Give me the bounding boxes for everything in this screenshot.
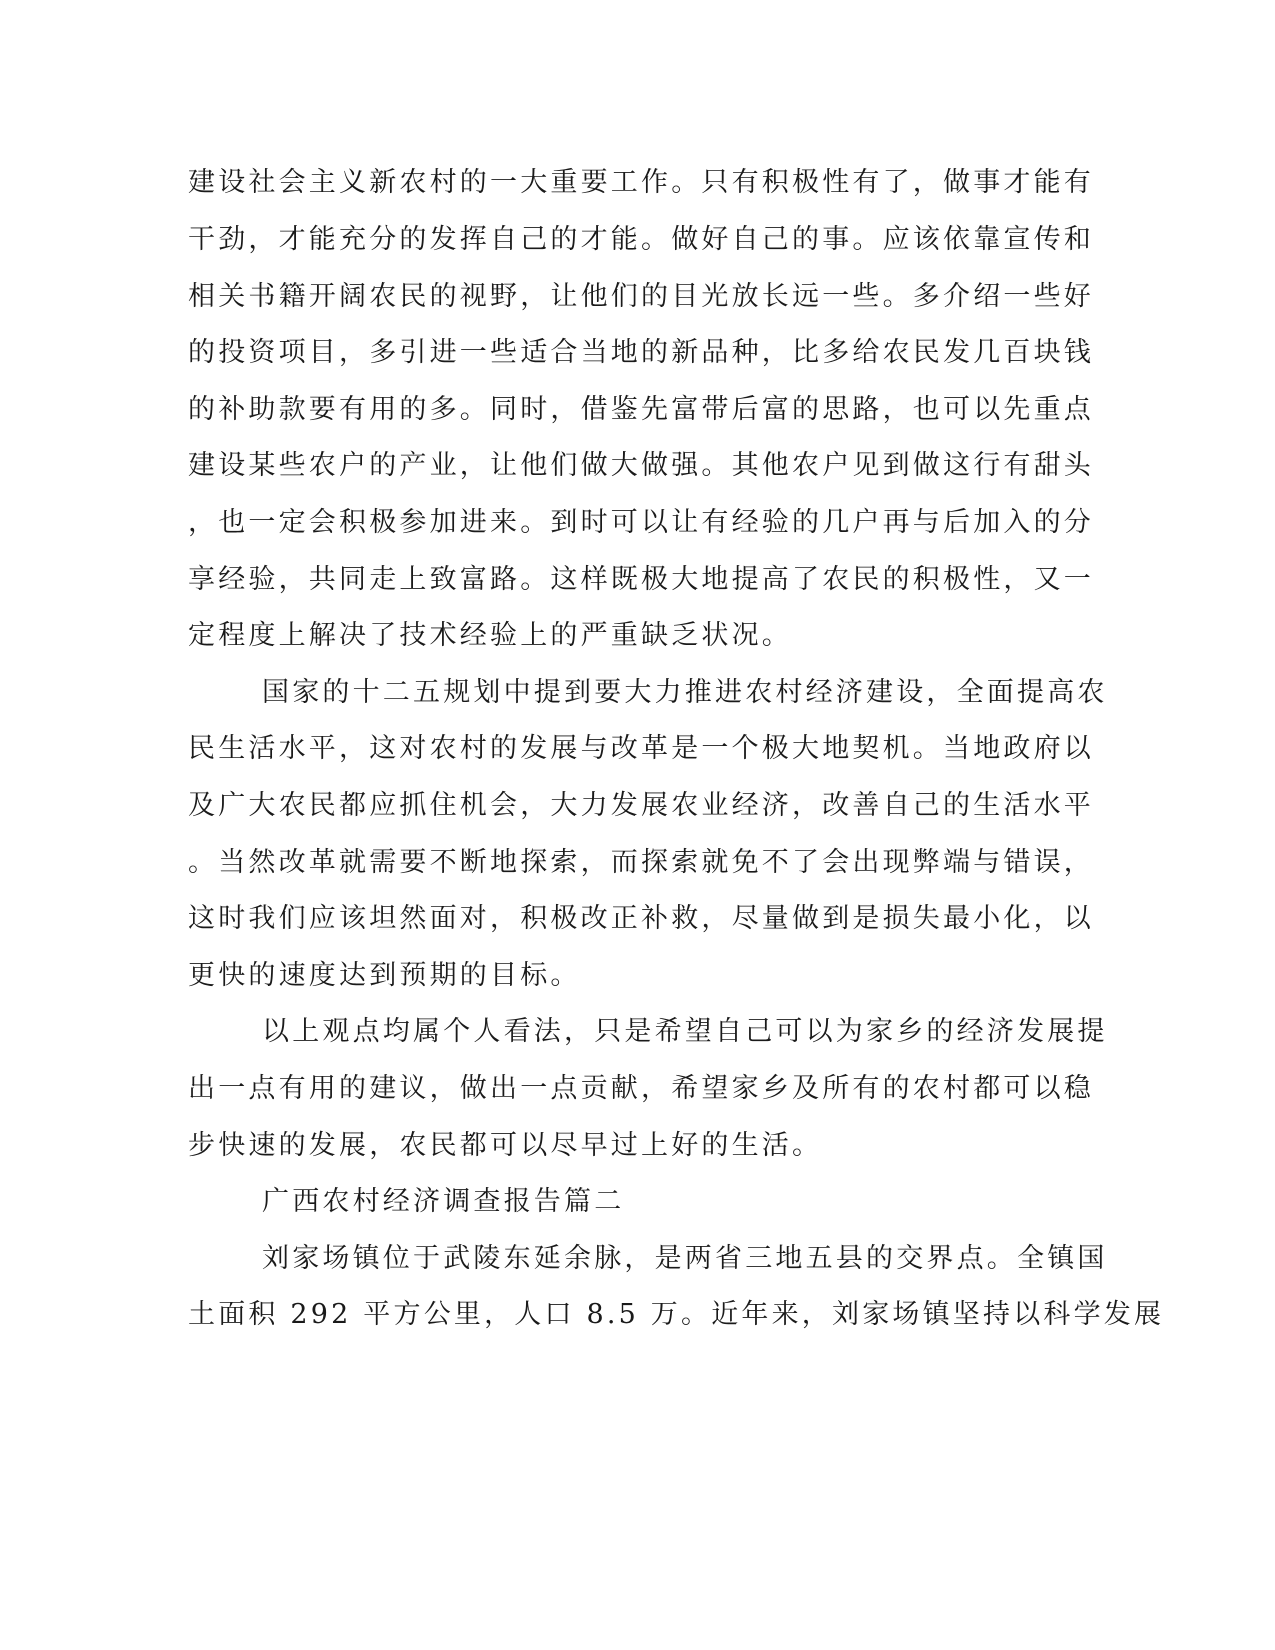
text-line: 步快速的发展，农民都可以尽早过上好的生活。 [188,1130,823,1161]
text-line: 刘家场镇位于武陵东延余脉，是两省三地五县的交界点。全镇国 [262,1243,1108,1274]
text-line: 干劲，才能充分的发挥自己的才能。做好自己的事。应该依靠宣传和 [188,224,1094,255]
section-heading: 广西农村经济调查报告篇二 [262,1186,625,1217]
text-line: 。当然改革就需要不断地探索，而探索就免不了会出现弊端与错误， [188,847,1094,878]
text-line: 建设某些农户的产业，让他们做大做强。其他农户见到做这行有甜头 [188,450,1094,481]
text-line: 土面积 292 平方公里，人口 8.5 万。近年来，刘家场镇坚持以科学发展 [188,1299,1165,1330]
text-line: ，也一定会积极参加进来。到时可以让有经验的几户再与后加入的分 [188,507,1094,538]
text-line: 的补助款要有用的多。同时，借鉴先富带后富的思路，也可以先重点 [188,394,1094,425]
text-line: 国家的十二五规划中提到要大力推进农村经济建设，全面提高农 [262,677,1108,708]
text-line: 定程度上解决了技术经验上的严重缺乏状况。 [188,620,792,651]
text-line: 的投资项目，多引进一些适合当地的新品种，比多给农民发几百块钱 [188,337,1094,368]
text-line: 这时我们应该坦然面对，积极改正补救，尽量做到是损失最小化，以 [188,903,1094,934]
text-line: 民生活水平，这对农村的发展与改革是一个极大地契机。当地政府以 [188,733,1094,764]
text-line: 建设社会主义新农村的一大重要工作。只有积极性有了，做事才能有 [188,167,1094,198]
text-line: 更快的速度达到预期的目标。 [188,960,581,991]
text-line: 相关书籍开阔农民的视野，让他们的目光放长远一些。多介绍一些好 [188,281,1094,312]
text-line: 出一点有用的建议，做出一点贡献，希望家乡及所有的农村都可以稳 [188,1073,1094,1104]
text-line: 及广大农民都应抓住机会，大力发展农业经济，改善自己的生活水平 [188,790,1094,821]
text-line: 以上观点均属个人看法，只是希望自己可以为家乡的经济发展提 [262,1016,1108,1047]
text-line: 享经验，共同走上致富路。这样既极大地提高了农民的积极性，又一 [188,564,1094,595]
